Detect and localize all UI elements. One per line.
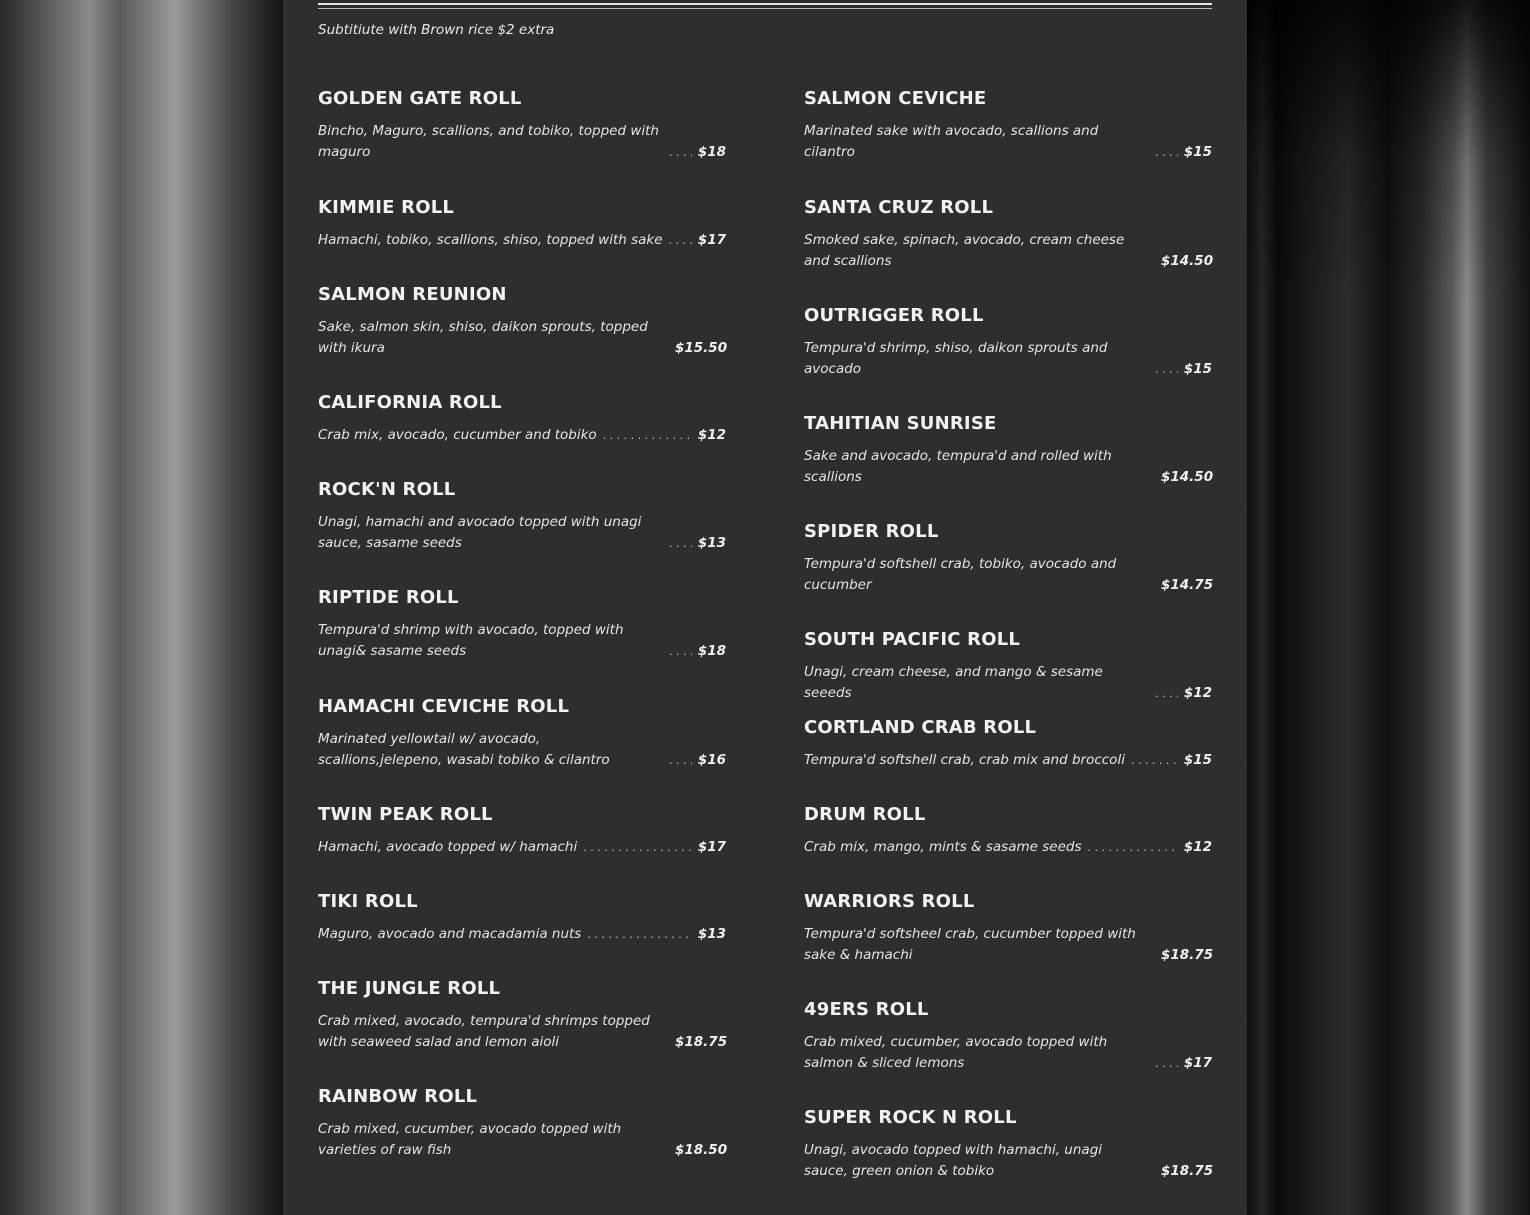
item-price: $15 (1183, 361, 1212, 377)
item-description: Smoked sake, spinach, avocado, cream cheese and scallions (804, 232, 1125, 269)
item-description-row (318, 317, 726, 359)
item-price: $17 (697, 839, 726, 855)
item-name: OUTRIGGER ROLL (804, 305, 984, 326)
item-description: Unagi, avocado topped with hamachi, unagi sauce, green onion & tobiko (804, 1142, 1103, 1179)
item-description-row (804, 230, 1212, 272)
brown-rice-note: Subtitiute with Brown rice $2 extra (318, 22, 555, 38)
item-description-row (804, 1032, 1212, 1074)
item-description-row (804, 446, 1212, 488)
item-description-row (318, 837, 726, 858)
item-name: SALMON CEVICHE (804, 88, 987, 109)
item-price: $18 (697, 643, 726, 659)
item-description-row (318, 425, 726, 446)
item-price: $14.50 (1161, 253, 1214, 269)
menu-item (804, 521, 1212, 596)
dot-leader (669, 750, 692, 771)
dot-leader (669, 230, 692, 251)
menu-item (318, 479, 726, 554)
item-description: Crab mixed, avocado, tempura'd shrimps topped with seaweed salad and lemon aioli (318, 1013, 650, 1050)
menu-item (318, 587, 726, 662)
dot-leader (587, 924, 691, 945)
curtain-left (0, 0, 284, 1215)
item-name: DRUM ROLL (804, 804, 926, 825)
menu-item (318, 891, 726, 945)
item-price: $17 (1183, 1055, 1212, 1071)
item-price: $17 (697, 232, 726, 248)
menu-item (318, 284, 726, 359)
item-description-row (318, 620, 726, 662)
item-name: TAHITIAN SUNRISE (804, 413, 997, 434)
menu-item (318, 978, 726, 1053)
item-description: Hamachi, avocado topped w/ hamachi (318, 839, 578, 855)
dot-leader (1155, 142, 1178, 163)
item-price: $14.75 (1161, 577, 1214, 593)
menu-item (804, 197, 1212, 272)
item-price: $15.50 (675, 340, 728, 356)
menu-item (804, 804, 1212, 858)
item-name: GOLDEN GATE ROLL (318, 88, 522, 109)
menu-item (318, 88, 726, 163)
item-description: Tempura'd shrimp with avocado, topped with unagi& sasame seeds (318, 622, 624, 659)
dot-leader (669, 142, 692, 163)
dot-leader (1131, 750, 1178, 771)
item-price: $12 (1183, 839, 1212, 855)
item-name: HAMACHI CEVICHE ROLL (318, 696, 570, 717)
item-description: Crab mixed, cucumber, avocado topped with salmon & sliced lemons (804, 1034, 1108, 1071)
item-description: Tempura'd softshell crab, tobiko, avocado and cucumber (804, 556, 1117, 593)
item-name: SANTA CRUZ ROLL (804, 197, 994, 218)
item-description-row (318, 924, 726, 945)
item-name: RIPTIDE ROLL (318, 587, 459, 608)
menu-item (318, 804, 726, 858)
item-description-row (804, 121, 1212, 163)
item-description: Tempura'd softsheel crab, cucumber topped with sake & hamachi (804, 926, 1136, 963)
divider-thick (318, 3, 1212, 5)
dot-leader (1087, 837, 1177, 858)
item-description: Crab mixed, cucumber, avocado topped with varieties of raw fish (318, 1121, 622, 1158)
item-description-row (804, 554, 1212, 596)
item-description-row (804, 750, 1212, 771)
dot-leader (1155, 1053, 1178, 1074)
menu-item (318, 392, 726, 446)
menu-item (804, 629, 1212, 704)
item-price: $13 (697, 535, 726, 551)
item-price: $16 (697, 752, 726, 768)
dot-leader (1155, 683, 1178, 704)
menu-item (804, 88, 1212, 163)
item-description-row (318, 121, 726, 163)
item-description: Bincho, Maguro, scallions, and tobiko, topped with maguro (318, 123, 659, 160)
item-name: TIKI ROLL (318, 891, 418, 912)
item-price: $13 (697, 926, 726, 942)
item-name: WARRIORS ROLL (804, 891, 975, 912)
item-description: Marinated yellowtail w/ avocado, scallions,jelepeno, wasabi tobiko & cilantro (318, 731, 610, 768)
item-name: CORTLAND CRAB ROLL (804, 717, 1037, 738)
item-name: SALMON REUNION (318, 284, 507, 305)
item-description: Sake and avocado, tempura'd and rolled with scallions (804, 448, 1112, 485)
item-name: RAINBOW ROLL (318, 1086, 478, 1107)
item-description-row (318, 1119, 726, 1161)
item-price: $14.50 (1161, 469, 1214, 485)
item-name: KIMMIE ROLL (318, 197, 455, 218)
dot-leader (583, 837, 692, 858)
item-description-row (318, 230, 726, 251)
dot-leader (669, 641, 692, 662)
item-description: Maguro, avocado and macadamia nuts (318, 926, 582, 942)
item-price: $18.75 (675, 1034, 728, 1050)
menu-item (804, 891, 1212, 966)
item-description: Hamachi, tobiko, scallions, shiso, topped with sake (318, 232, 663, 248)
dot-leader (603, 425, 692, 446)
item-price: $18.75 (1161, 947, 1214, 963)
item-name: TWIN PEAK ROLL (318, 804, 493, 825)
item-price: $12 (697, 427, 726, 443)
dot-leader (1155, 359, 1178, 380)
item-name: SUPER ROCK N ROLL (804, 1107, 1017, 1128)
menu-item (804, 305, 1212, 380)
item-description: Marinated sake with avocado, scallions and cilantro (804, 123, 1099, 160)
divider-thin (318, 8, 1212, 9)
item-description: Unagi, hamachi and avocado topped with unagi sauce, sasame seeds (318, 514, 642, 551)
menu-item (804, 1107, 1212, 1182)
item-description-row (804, 662, 1212, 704)
item-description: Tempura'd softshell crab, crab mix and broccoli (804, 752, 1125, 768)
item-description-row (318, 1011, 726, 1053)
item-price: $18 (697, 144, 726, 160)
menu-item (318, 197, 726, 251)
item-description: Sake, salmon skin, shiso, daikon sprouts, topped with ikura (318, 319, 648, 356)
item-description-row (804, 1140, 1212, 1182)
menu-item (804, 717, 1212, 771)
item-name: CALIFORNIA ROLL (318, 392, 502, 413)
item-description-row (318, 729, 726, 771)
item-description: Crab mix, mango, mints & sasame seeds (804, 839, 1082, 855)
item-name: 49ERS ROLL (804, 999, 929, 1020)
item-description: Tempura'd shrimp, shiso, daikon sprouts and avocado (804, 340, 1108, 377)
dot-leader (669, 533, 692, 554)
item-name: ROCK'N ROLL (318, 479, 456, 500)
item-description-row (804, 338, 1212, 380)
item-price: $18.50 (675, 1142, 728, 1158)
item-description: Crab mix, avocado, cucumber and tobiko (318, 427, 597, 443)
item-description: Unagi, cream cheese, and mango & sesame seeeds (804, 664, 1103, 701)
item-name: SPIDER ROLL (804, 521, 939, 542)
item-description-row (804, 837, 1212, 858)
item-name: THE JUNGLE ROLL (318, 978, 501, 999)
item-price: $12 (1183, 685, 1212, 701)
menu-item (804, 413, 1212, 488)
menu-item (318, 1086, 726, 1161)
item-description-row (804, 924, 1212, 966)
item-name: SOUTH PACIFIC ROLL (804, 629, 1021, 650)
item-description-row (318, 512, 726, 554)
item-price: $18.75 (1161, 1163, 1214, 1179)
item-price: $15 (1183, 752, 1212, 768)
curtain-right (1247, 0, 1530, 1215)
menu-item (318, 696, 726, 771)
item-price: $15 (1183, 144, 1212, 160)
menu-item (804, 999, 1212, 1074)
